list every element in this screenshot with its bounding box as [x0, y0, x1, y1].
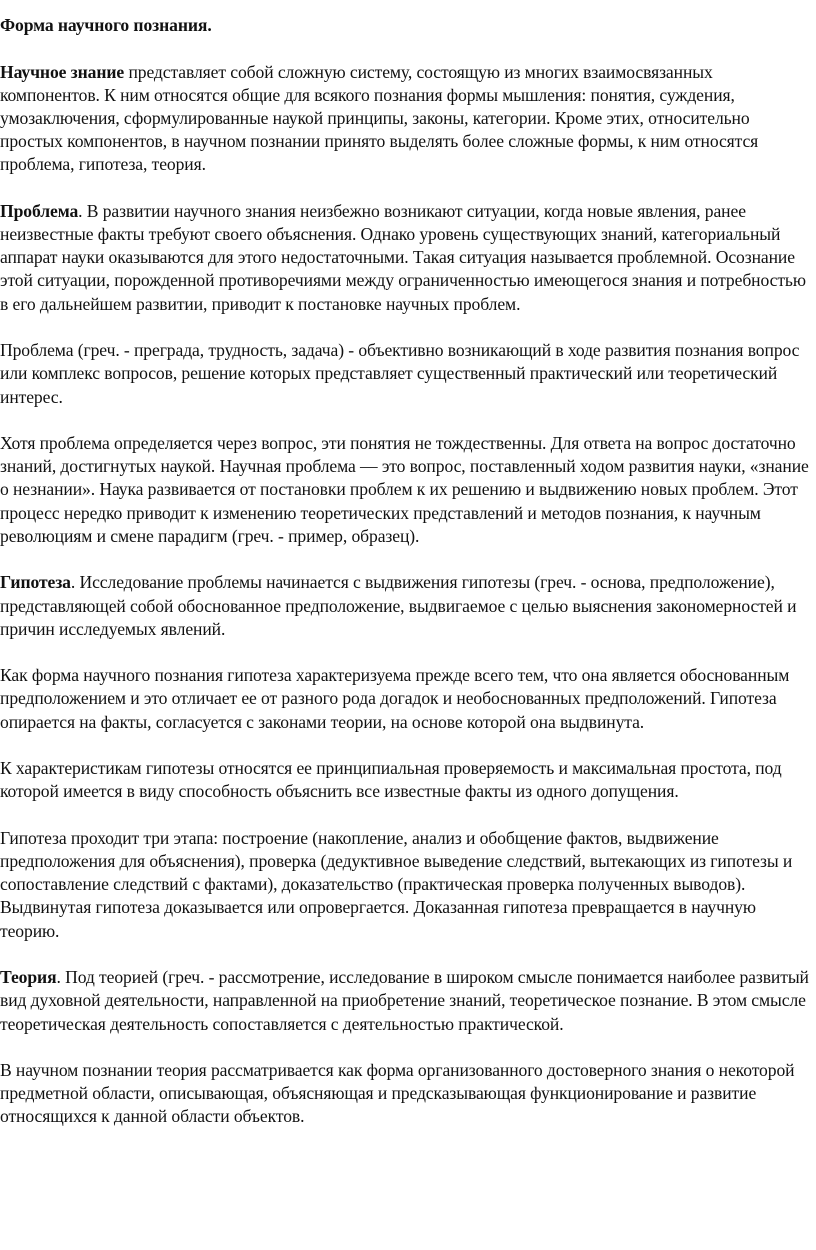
- paragraph-text: . В развитии научного знания неизбежно возникают ситуации, когда новые явления, ранее неизвестные факты требуют своего объяснения. Однако уровень существующих знаний, категориальный аппарат науки оказываются для этого недостаточными. Такая ситуация называется проблемной. Осознание этой ситуации, порожденной противоречиями между ограниченностью имеющегося знания и потребностью в его дальнейшем развитии, приводит к постановке научных проблем.: [0, 200, 806, 314]
- paragraph-text: . Под теорией (греч. - рассмотрение, исследование в широком смысле понимается наиболее развитый вид духовной деятельности, направленной на приобретение знаний, теоретическое познание. В этом смысле теоретическая деятельность сопоставляется с деятельностью практической.: [0, 967, 809, 1034]
- term-problem: Проблема: [0, 200, 79, 221]
- paragraph-text: . Исследование проблемы начинается с выдвижения гипотезы (греч. - основа, предположение), представляющей собой обоснованное предположение, выдвигаемое с целью выяснения закономерностей и причин исследуемых явлений.: [0, 572, 797, 639]
- paragraph-problem: [0, 200, 814, 316]
- paragraph-hypothesis-form: Как форма научного познания гипотеза характеризуема прежде всего тем, что она является обоснованным предположением и это отличает ее от разного рода догадок и необоснованных предположений. Гипотеза опирается на факты, согласуется с законами теории, на основе которой она выдвинута.: [0, 665, 790, 732]
- document-title: Форма научного познания.: [0, 15, 212, 35]
- document-page: [0, 14, 814, 1152]
- paragraph-problem-definition: Проблема (греч. - преграда, трудность, задача) - объективно возникающий в ходе развития познания вопрос или комплекс вопросов, решение которых представляет существенный практический или теоретический интерес.: [0, 340, 800, 407]
- paragraph-problem-vs-question: Хотя проблема определяется через вопрос, эти понятия не тождественны. Для ответа на вопрос достаточно знаний, достигнутых наукой. Научная проблема — это вопрос, поставленный ходом развития науки, «знание о незнании». Наука развивается от постановки проблем к их решению и выдвижению новых проблем. Этот процесс нередко приводит к изменению теоретических представлений и методов познания, к научным революциям и смене парадигм (греч. - пример, образец).: [0, 433, 809, 546]
- paragraph-theory: [0, 966, 814, 1036]
- paragraph-hypothesis: [0, 571, 814, 641]
- paragraph-hypothesis-stages: Гипотеза проходит три этапа: построение (накопление, анализ и обобщение фактов, выдвижение предположения для объяснения), проверка (дедуктивное выведение следствий, вытекающих из гипотезы и сопоставление следствий с фактами), доказательство (практическая проверка полученных выводов). Выдвинутая гипотеза доказывается или опровергается. Доказанная гипотеза превращается в научную теорию.: [0, 827, 793, 941]
- term-theory: Теория: [0, 967, 57, 988]
- paragraph-text: представляет собой сложную систему, состоящую из многих взаимосвязанных компонентов. К ним относятся общие для всякого познания формы мышления: понятия, суждения, умозаключения, сформулированные наукой принципы, законы, категории. Кроме этих, относительно простых компонентов, в научном познании принято выделять более сложные формы, к ним относятся проблема, гипотеза, теория.: [0, 61, 759, 175]
- term-scientific-knowledge: Научное знание: [0, 61, 125, 82]
- paragraph-theory-definition: В научном познании теория рассматривается как форма организованного достоверного знания о некоторой предметной области, описывающая, объясняющая и предсказывающая функционирование и развитие относящихся к данной области объектов.: [0, 1060, 795, 1127]
- term-hypothesis: Гипотеза: [0, 572, 71, 593]
- paragraph-hypothesis-characteristics: К характеристикам гипотезы относятся ее принципиальная проверяемость и максимальная простота, под которой имеется в виду способность объяснить все известные факты из одного допущения.: [0, 758, 782, 802]
- paragraph-scientific-knowledge: [0, 61, 814, 177]
